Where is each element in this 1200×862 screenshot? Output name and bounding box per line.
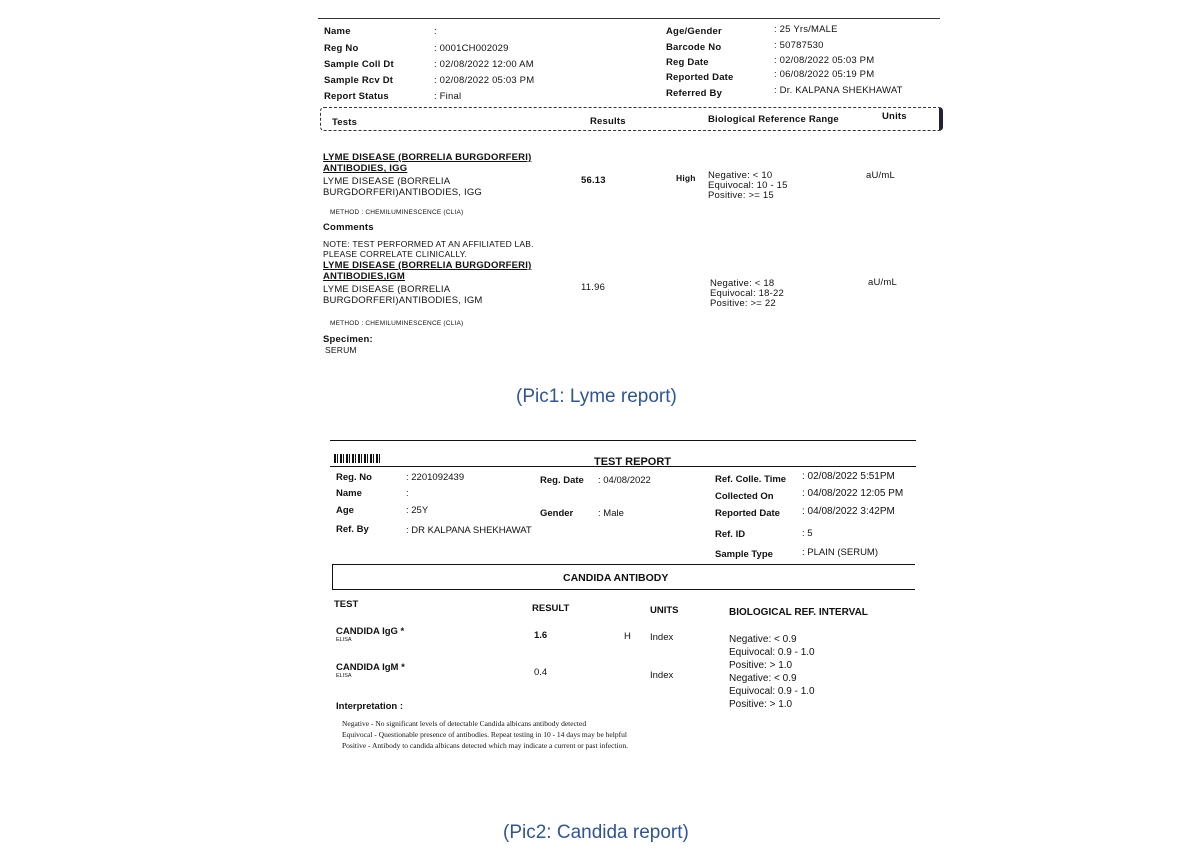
info-value: : 0001CH002029	[434, 43, 509, 54]
candida-igm-result: 0.4	[534, 667, 548, 678]
range-line: Negative: < 18	[710, 278, 775, 289]
header-result: RESULT	[532, 603, 570, 614]
info-value: : Final	[434, 91, 462, 102]
table-header-box	[320, 107, 943, 131]
interpretation-line: Positive - Antibody to candida albicans detected which may indicate a current or past infection.	[342, 741, 628, 750]
info-label: Age	[336, 505, 354, 516]
range-line: Equivocal: 10 - 15	[708, 180, 788, 191]
info-label: Report Status	[324, 91, 389, 102]
info-value: : 25 Yrs/MALE	[774, 24, 838, 35]
header-test: TEST	[334, 599, 359, 610]
caption-pic2: (Pic2: Candida report)	[503, 822, 689, 843]
info-value: : Dr. KALPANA SHEKHAWAT	[774, 85, 903, 96]
igg-test-name-2: BURGDORFERI)ANTIBODIES, IGG	[323, 187, 482, 198]
igm-unit: aU/mL	[868, 277, 897, 288]
igm-result: 11.96	[581, 282, 606, 293]
specimen-label: Specimen:	[323, 334, 373, 345]
igg-range	[708, 171, 788, 201]
range-line: Equivocal: 0.9 - 1.0	[729, 686, 815, 697]
candida-igm-range	[729, 672, 815, 711]
range-line: Positive: >= 15	[708, 190, 774, 201]
igg-unit: aU/mL	[866, 170, 895, 181]
section-title: CANDIDA ANTIBODY	[563, 572, 669, 584]
candida-igg-flag: H	[624, 631, 631, 642]
header-units: UNITS	[650, 605, 679, 616]
candida-igm-unit: Index	[650, 670, 674, 681]
interpretation-line: Equivocal - Questionable presence of antibodies. Repeat testing in 10 - 14 days may be helpful	[342, 730, 627, 739]
info-value: : 06/08/2022 05:19 PM	[774, 69, 875, 80]
info-label: Ref. By	[336, 524, 369, 535]
range-line: Negative: < 0.9	[729, 634, 797, 645]
title-rule	[330, 466, 916, 467]
info-value: : DR KALPANA SHEKHAWAT	[406, 525, 532, 536]
igm-title-2: ANTIBODIES,IGM	[323, 271, 405, 282]
info-label: Ref. Colle. Time	[715, 474, 787, 485]
igg-title: LYME DISEASE (BORRELIA BURGDORFERI)	[323, 152, 532, 163]
igg-result: 56.13	[581, 175, 606, 186]
interpretation-label: Interpretation :	[336, 701, 404, 712]
info-label: Barcode No	[666, 42, 722, 53]
header-units: Units	[882, 111, 907, 122]
info-value: :	[406, 488, 409, 499]
info-label: Name	[324, 26, 351, 37]
lyme-report-image	[310, 14, 950, 364]
comments-label: Comments	[323, 222, 374, 233]
candida-igg-result: 1.6	[534, 630, 548, 641]
header-range: Biological Reference Range	[708, 114, 839, 125]
info-label: Referred By	[666, 88, 723, 99]
igm-range	[710, 279, 784, 309]
info-label: Reg. No	[336, 472, 372, 483]
info-value: : PLAIN (SERUM)	[802, 547, 879, 558]
header-interval: BIOLOGICAL REF. INTERVAL	[729, 607, 868, 618]
range-line: Positive: > 1.0	[729, 660, 793, 671]
info-value: : 02/08/2022 5:51PM	[802, 471, 895, 482]
info-label: Name	[336, 488, 362, 499]
info-label: Age/Gender	[666, 26, 722, 37]
candida-igm-method: ELISA	[336, 673, 352, 679]
igm-method: METHOD : CHEMILUMINESCENCE (CLIA)	[330, 320, 464, 327]
candida-igg-unit: Index	[650, 632, 674, 643]
igg-test-name: LYME DISEASE (BORRELIA	[323, 176, 451, 187]
info-value: :	[434, 26, 437, 37]
range-line: Positive: >= 22	[710, 298, 776, 309]
gender-value: : Male	[598, 508, 624, 519]
igg-method: METHOD : CHEMILUMINESCENCE (CLIA)	[330, 209, 464, 216]
reg-date-label: Reg. Date	[540, 475, 584, 486]
igg-title-2: ANTIBODIES, IGG	[323, 163, 408, 174]
igg-flag: High	[676, 173, 696, 183]
range-line: Equivocal: 0.9 - 1.0	[729, 647, 815, 658]
info-label: Reg No	[324, 43, 359, 54]
info-label: Ref. ID	[715, 529, 746, 540]
info-label: Sample Type	[715, 549, 773, 560]
info-label: Sample Rcv Dt	[324, 75, 394, 86]
info-value: : 02/08/2022 12:00 AM	[434, 59, 534, 70]
note-line: NOTE: TEST PERFORMED AT AN AFFILIATED LAB.	[323, 239, 534, 249]
info-value: : 04/08/2022 12:05 PM	[802, 488, 904, 499]
info-value: : 04/08/2022 3:42PM	[802, 506, 895, 517]
interpretation-line: Negative - No significant levels of detectable Candida albicans antibody detected	[342, 719, 587, 728]
igm-test-name: LYME DISEASE (BORRELIA	[323, 284, 451, 295]
info-label: Reported Date	[666, 72, 734, 83]
candida-igg-range	[729, 633, 815, 672]
info-value: : 5	[802, 528, 813, 539]
gender-label: Gender	[540, 508, 574, 519]
header-results: Results	[590, 116, 626, 127]
reg-date-value: : 04/08/2022	[598, 475, 651, 486]
info-value: : 02/08/2022 05:03 PM	[774, 55, 875, 66]
note-line: PLEASE CORRELATE CLINICALLY.	[323, 249, 468, 259]
candida-report-image	[326, 436, 926, 766]
info-label: Sample Coll Dt	[324, 59, 394, 70]
igm-title: LYME DISEASE (BORRELIA BURGDORFERI)	[323, 260, 532, 271]
report-title: TEST REPORT	[594, 456, 672, 468]
info-value: : 2201092439	[406, 472, 465, 483]
info-value: : 02/08/2022 05:03 PM	[434, 75, 535, 86]
caption-pic1: (Pic1: Lyme report)	[516, 386, 677, 407]
info-label: Collected On	[715, 491, 774, 502]
info-value: : 50787530	[774, 40, 824, 51]
igm-test-name-2: BURGDORFERI)ANTIBODIES, IGM	[323, 295, 483, 306]
info-value: : 25Y	[406, 505, 429, 516]
top-rule	[318, 18, 940, 19]
info-label: Reg Date	[666, 57, 709, 68]
barcode-image	[334, 454, 380, 463]
top-rule	[330, 440, 916, 441]
header-tests: Tests	[332, 117, 358, 128]
candida-igg-name: CANDIDA IgG *	[336, 626, 405, 637]
range-line: Equivocal: 18-22	[710, 288, 784, 299]
candida-igg-method: ELISA	[336, 637, 352, 643]
info-label: Reported Date	[715, 508, 780, 519]
specimen-value: SERUM	[325, 345, 357, 355]
range-line: Negative: < 10	[708, 170, 773, 181]
candida-igm-name: CANDIDA IgM *	[336, 662, 405, 673]
range-line: Positive: > 1.0	[729, 699, 793, 710]
range-line: Negative: < 0.9	[729, 673, 797, 684]
